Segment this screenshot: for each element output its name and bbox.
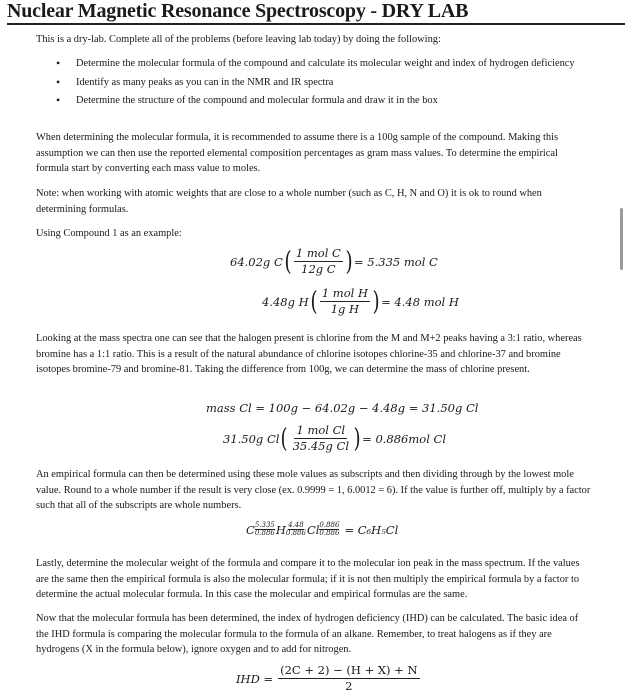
eq-fraction (294, 247, 343, 276)
list-item: • Identify as many peaks as you can in the NMR and IR spectra (52, 75, 592, 91)
fraction-numerator: 1 mol C (295, 246, 341, 260)
hydrogen-mole-equation: 4.48g H ( $\frac{\text{1 mol H}}{\text{1g H}}$ ) = 4.48 mol H (262, 286, 459, 317)
subscript-fraction: $\frac{0.886}{0.886}$ (319, 521, 340, 537)
halogen-paragraph: Looking at the mass spectra one can see that the halogen present is chlorine from the M and M+2 peaks having a 3:1 ratio, whereas bromine has a 1:1 ratio. This is a result of the natural abundance of chlorine isotopes chlorine-35 and chlorine-37 and bromine isotopes bromine-79 and bromine-81. Taking the difference from 100g, we can determine the mass of chlorine present. (36, 333, 582, 375)
eq-rhs: = C₆H₅Cl (344, 522, 399, 537)
subscript-fraction: 4.48 0.886 (285, 521, 306, 537)
fraction-numerator: 1 mol Cl (296, 423, 346, 437)
fraction-denominator: 35.45g Cl (292, 439, 349, 453)
eq-lhs: IHD = (236, 671, 274, 686)
eq-fraction (320, 287, 370, 316)
eq-fraction (291, 424, 351, 453)
fraction-denominator: 1g H (330, 302, 360, 316)
empirical-formula-equation (246, 522, 398, 537)
carbon-mole-equation: 64.02g C ( $\frac{\text{1 mol C}}{\text{12g C}}$ ) = 5.335 mol C (230, 246, 438, 277)
eq-lhs: 4.48g H (262, 294, 309, 309)
molecular-weight-paragraph: Lastly, determine the molecular weight of the formula and compare it to the molecular ion peak in the mass spectrum. If the values are the same then the empirical formula is also the molecular formula; if it is not then multiply the empirical formula by a factor to determine the actual molecular formula. In this case the molecular and empirical formulas are the same. (36, 558, 580, 600)
subscript-fraction: 5.335 0.886 (254, 521, 275, 537)
list-item: • Determine the structure of the compound and molecular formula and draw it in the box (52, 93, 592, 109)
intro-paragraph: This is a dry-lab. Complete all of the problems (before leaving lab today) by doing the following: (36, 34, 441, 45)
eq-lhs: 64.02g C (230, 254, 283, 269)
ihd-equation (236, 664, 421, 693)
eq-rhs: = 5.335 mol C (354, 254, 438, 269)
eq-lhs: 31.50g Cl (223, 431, 280, 446)
fraction-numerator: 1 mol H (321, 286, 368, 300)
note-paragraph: Note: when working with atomic weights that are close to a whole number (such as C, H, N and O) it is ok to round when determining formulas. (36, 188, 542, 215)
element-symbol: C (246, 522, 255, 537)
fraction-numerator: (2C + 2) − (H + X) + N (280, 663, 418, 677)
example-paragraph: Using Compound 1 as an example: (36, 228, 182, 239)
title-rule (7, 23, 625, 25)
element-symbol: H (275, 522, 286, 537)
eq-rhs: = 4.48 mol H (381, 294, 459, 309)
chlorine-mole-equation: 31.50g Cl ( $\frac{\text{1 mol Cl}}{\text{35.45g Cl}}$ ) = 0.886mol Cl (223, 423, 447, 454)
fraction-denominator: 2 (345, 679, 353, 693)
ihd-paragraph: Now that the molecular formula has been determined, the index of hydrogen deficiency (IHD) can be calculated. The basic idea of the IHD formula is comparing the molecular formula to the formula of an alkane. Remember, to treat halogens as if they are hydrogens (X in the formula below), ignore oxygen and to add for nitrogen. (36, 613, 579, 655)
instruction-list (52, 56, 592, 112)
formula-paragraph: When determining the molecular formula, it is recommended to assume there is a 100g sample of the compound. Making this assumption we can then use the reported elemental composition percentages as gram mass values. To determine the empirical formula start by converting each mass value to moles. (36, 132, 558, 174)
element-symbol: Cl (306, 522, 320, 537)
vertical-scrollbar[interactable] (620, 208, 623, 270)
chlorine-mass-equation: mass Cl = 100g − 64.02g − 4.48g = 31.50g Cl (206, 401, 479, 415)
list-item: • Determine the molecular formula of the compound and calculate its molecular weight and index of hydrogen deficiency (52, 56, 592, 72)
eq-rhs: = 0.886mol Cl (362, 431, 447, 446)
eq-fraction (278, 664, 419, 693)
fraction-denominator: 12g C (301, 262, 336, 276)
empirical-paragraph: An empirical formula can then be determined using these mole values as subscripts and then dividing through by the lowest mole value. Round to a whole number if the result is very close (ex. 0.9999 = 1, 6.0012 = 6). If the value is further off, multiply by a factor such that all of the subscripts are whole numbers. (36, 469, 591, 511)
page-title: Nuclear Magnetic Resonance Spectroscopy - DRY LAB (7, 0, 469, 22)
